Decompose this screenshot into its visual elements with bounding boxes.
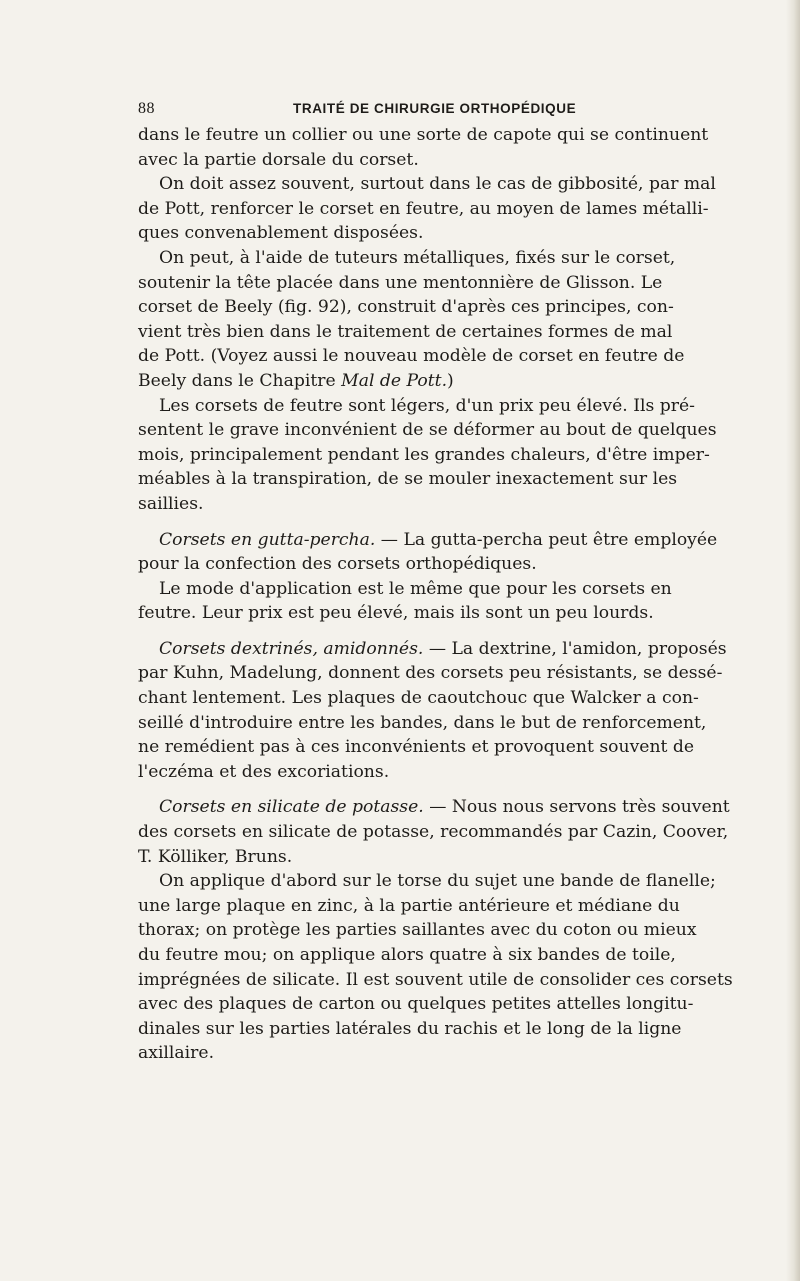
paragraph-dextrin — [138, 637, 799, 785]
paragraph-felt-drawbacks — [138, 394, 799, 517]
text-line: feutre. Leur prix est peu élevé, mais ils sont un peu lourds. — [138, 603, 654, 624]
text-line: Le mode d'application est le même que pour les corsets en — [159, 578, 672, 599]
text-line: ne remédient pas à ces inconvénients et provoquent souvent de — [138, 737, 695, 758]
text-line: une large plaque en zinc, à la partie antérieure et médiane du — [138, 895, 680, 916]
page-number: 88 — [138, 100, 155, 117]
text-line: par Kuhn, Madelung, donnent des corsets peu résistants, se dessé- — [138, 663, 723, 684]
text-line — [138, 637, 799, 662]
text-line — [138, 369, 799, 394]
text-line — [138, 795, 799, 820]
section-heading: Corsets dextrinés, amidonnés. — [159, 638, 424, 659]
text-line: imprégnées de silicate. Il est souvent utile de consolider ces corsets — [138, 969, 733, 990]
text-fragment: — La dextrine, l'amidon, proposés — [423, 638, 727, 659]
text-line: sentent le grave inconvénient de se déformer au bout de quelques — [138, 420, 717, 441]
text-line: soutenir la tête placée dans une mentonnière de Glisson. Le — [138, 272, 663, 293]
text-fragment: ) — [447, 370, 454, 391]
text-line: de Pott, renforcer le corset en feutre, au moyen de lames métalli- — [138, 198, 709, 219]
text-line: pour la confection des corsets orthopédiques. — [138, 554, 537, 575]
text-line: vient très bien dans le traitement de certaines formes de mal — [138, 321, 673, 342]
paragraph-application-mode — [138, 577, 799, 626]
running-title: TRAITÉ DE CHIRURGIE ORTHOPÉDIQUE — [293, 101, 577, 116]
text-line: dans le feutre un collier ou une sorte de capote qui se continuent — [138, 125, 709, 145]
paragraph-silicate-procedure — [138, 869, 799, 1066]
text-line: avec la partie dorsale du corset. — [138, 149, 419, 170]
text-line: corset de Beely (fig. 92), construit d'après ces principes, con- — [138, 297, 674, 318]
section-heading: Corsets en silicate de potasse. — [159, 797, 424, 818]
text-line: l'eczéma et des excoriations. — [138, 761, 390, 782]
text-line: On doit assez souvent, surtout dans le cas de gibbosité, par mal — [159, 174, 716, 195]
text-line: thorax; on protège les parties saillantes avec du coton ou mieux — [138, 920, 697, 941]
text-line: méables à la transpiration, de se mouler inexactement sur les — [138, 469, 678, 490]
text-fragment: — La gutta-percha peut être employée — [375, 529, 718, 550]
text-line: avec des plaques de carton ou quelques petites attelles longitu- — [138, 994, 694, 1015]
text-line: T. Kölliker, Bruns. — [138, 846, 293, 867]
text-line: seillé d'introduire entre les bandes, dans le but de renforcement, — [138, 712, 707, 733]
text-line: Les corsets de feutre sont légers, d'un prix peu élevé. Ils pré- — [159, 395, 695, 416]
text-line: ques convenablement disposées. — [138, 223, 424, 244]
text-line: On peut, à l'aide de tuteurs métalliques, fixés sur le corset, — [159, 247, 676, 268]
text-line: mois, principalement pendant les grandes chaleurs, d'être imper- — [138, 444, 710, 465]
text-line — [138, 528, 799, 553]
chapter-reference: Mal de Pott. — [341, 370, 448, 391]
text-line: dinales sur les parties latérales du rachis et le long de la ligne — [138, 1018, 682, 1039]
text-line: de Pott. (Voyez aussi le nouveau modèle de corset en feutre de — [138, 346, 685, 367]
text-line: chant lentement. Les plaques de caoutchouc que Walcker a con- — [138, 688, 699, 709]
text-line: axillaire. — [138, 1043, 215, 1064]
running-header — [138, 100, 600, 122]
paragraph-reinforcement — [138, 172, 799, 246]
body-text — [138, 123, 799, 1066]
paragraph-beely-corset — [138, 246, 799, 394]
text-fragment: Beely dans le Chapitre — [138, 370, 342, 391]
text-line: saillies. — [138, 493, 204, 514]
text-fragment: — Nous nous servons très souvent — [423, 797, 730, 818]
text-line: du feutre mou; on applique alors quatre à six bandes de toile, — [138, 945, 676, 965]
paragraph-gutta-percha — [138, 528, 799, 577]
text-line: On applique d'abord sur le torse du sujet une bande de flanelle; — [159, 871, 716, 892]
section-heading: Corsets en gutta-percha. — [159, 529, 376, 550]
text-line: des corsets en silicate de potasse, recommandés par Cazin, Coover, — [138, 822, 729, 843]
paragraph-silicate — [138, 795, 799, 869]
paragraph-continuation — [138, 123, 799, 172]
